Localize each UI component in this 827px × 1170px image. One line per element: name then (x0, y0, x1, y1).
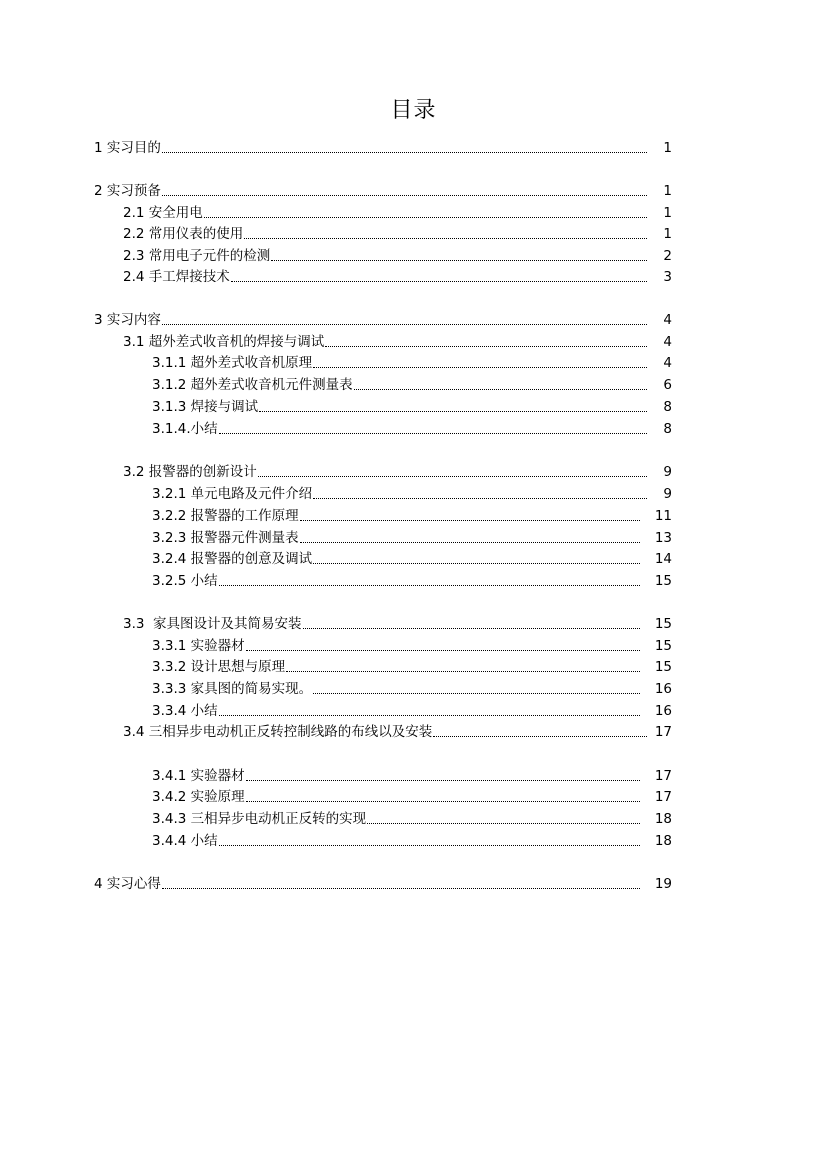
toc-entry-2-2[interactable] (123, 224, 647, 244)
toc-entry-label: 3.1.3 焊接与调试 (152, 399, 259, 415)
toc-entry-2[interactable] (94, 181, 647, 201)
toc-leader-dots (354, 375, 647, 395)
toc-leader-dots (313, 484, 647, 504)
toc-entry-page-number: 16 (654, 703, 672, 719)
toc-leader-dots (162, 181, 647, 201)
toc-entry-page-number: 1 (663, 140, 672, 156)
toc-leader-dots (300, 528, 640, 548)
toc-entry-3-3-2[interactable] (152, 657, 640, 677)
toc-entry-label: 2.4 手工焊接技术 (123, 269, 230, 285)
toc-entry-label: 3.4.2 实验原理 (152, 789, 245, 805)
toc-entry-label: 3.4 三相异步电动机正反转控制线路的布线以及安装 (123, 724, 433, 740)
toc-leader-dots (162, 138, 647, 158)
toc-leader-dots (258, 462, 647, 482)
toc-entry-1[interactable] (94, 138, 647, 158)
toc-entry-page-number: 18 (654, 811, 672, 827)
toc-entry-page-number: 9 (663, 464, 672, 480)
toc-entry-page-number: 8 (663, 399, 672, 415)
toc-leader-dots (246, 766, 640, 786)
toc-entry-label: 3.1.4.小结 (152, 421, 218, 437)
toc-entry-3-1-3[interactable] (152, 397, 647, 417)
toc-leader-dots (271, 246, 647, 266)
toc-leader-dots (259, 397, 647, 417)
toc-entry-label: 4 实习心得 (94, 876, 161, 892)
toc-entry-page-number: 15 (654, 638, 672, 654)
toc-leader-dots (162, 310, 647, 330)
toc-entry-page-number: 1 (663, 183, 672, 199)
toc-entry-3-2-5[interactable] (152, 571, 640, 591)
toc-entry-3-2-3[interactable] (152, 528, 640, 548)
toc-entry-page-number: 9 (663, 486, 672, 502)
toc-entry-4[interactable] (94, 874, 640, 894)
toc-entry-label: 1 实习目的 (94, 140, 161, 156)
toc-entry-page-number: 6 (663, 377, 672, 393)
toc-entry-page-number: 18 (654, 833, 672, 849)
toc-entry-label: 3.3.2 设计思想与原理 (152, 659, 286, 675)
toc-entry-label: 3 实习内容 (94, 312, 161, 328)
toc-entry-3-4-1[interactable] (152, 766, 640, 786)
toc-entry-3-1-4[interactable] (152, 419, 647, 439)
toc-entry-label: 3.3.4 小结 (152, 703, 218, 719)
toc-entry-label: 2.3 常用电子元件的检测 (123, 248, 271, 264)
toc-leader-dots (246, 636, 640, 656)
toc-entry-page-number: 11 (654, 508, 672, 524)
toc-entry-page-number: 1 (663, 205, 672, 221)
toc-entry-label: 3.3.3 家具图的简易实现。 (152, 681, 313, 697)
toc-entry-page-number: 17 (654, 724, 672, 740)
toc-entry-2-1[interactable] (123, 203, 647, 223)
toc-title: 目录 (390, 98, 437, 123)
toc-entry-label: 3.4.1 实验器材 (152, 768, 245, 784)
toc-entry-2-4[interactable] (123, 267, 647, 287)
toc-entry-3-4[interactable] (123, 722, 647, 742)
toc-leader-dots (313, 679, 640, 699)
toc-entry-page-number: 1 (663, 226, 672, 242)
toc-leader-dots (162, 874, 640, 894)
toc-entry-page-number: 13 (654, 530, 672, 546)
toc-entry-page-number: 3 (663, 269, 672, 285)
toc-leader-dots (367, 809, 640, 829)
toc-entry-3-2-1[interactable] (152, 484, 647, 504)
toc-entry-label: 3.2.5 小结 (152, 573, 218, 589)
toc-entry-label: 3.1.2 超外差式收音机元件测量表 (152, 377, 353, 393)
toc-leader-dots (286, 657, 640, 677)
toc-entry-label: 3.3 家具图设计及其简易安装 (123, 616, 302, 632)
toc-entry-3-1-2[interactable] (152, 375, 647, 395)
toc-leader-dots (219, 571, 640, 591)
toc-entry-3-1[interactable] (123, 332, 647, 352)
toc-leader-dots (325, 332, 647, 352)
toc-entry-page-number: 14 (654, 551, 672, 567)
toc-entry-3-3-1[interactable] (152, 636, 640, 656)
toc-leader-dots (219, 831, 640, 851)
toc-entry-3-3-3[interactable] (152, 679, 640, 699)
toc-entry-page-number: 15 (654, 659, 672, 675)
toc-leader-dots (219, 701, 640, 721)
toc-entry-label: 2.1 安全用电 (123, 205, 203, 221)
toc-entry-label: 2.2 常用仪表的使用 (123, 226, 244, 242)
toc-entry-page-number: 4 (663, 312, 672, 328)
toc-entry-3-3-4[interactable] (152, 701, 640, 721)
toc-entry-page-number: 4 (663, 355, 672, 371)
toc-entry-page-number: 8 (663, 421, 672, 437)
toc-leader-dots (231, 267, 647, 287)
toc-entry-label: 3.2.4 报警器的创意及调试 (152, 551, 313, 567)
toc-entry-3-3[interactable] (123, 614, 640, 634)
toc-entry-label: 3.2.3 报警器元件测量表 (152, 530, 299, 546)
toc-entry-page-number: 2 (663, 248, 672, 264)
toc-leader-dots (204, 203, 647, 223)
toc-entry-2-3[interactable] (123, 246, 647, 266)
toc-entry-3-2-2[interactable] (152, 506, 640, 526)
toc-leader-dots (313, 353, 647, 373)
toc-entry-label: 2 实习预备 (94, 183, 161, 199)
toc-leader-dots (219, 419, 647, 439)
toc-entry-page-number: 17 (654, 789, 672, 805)
toc-entry-page-number: 19 (654, 876, 672, 892)
toc-entry-page-number: 15 (654, 616, 672, 632)
toc-entry-label: 3.1.1 超外差式收音机原理 (152, 355, 313, 371)
toc-leader-dots (313, 549, 640, 569)
toc-leader-dots (300, 506, 640, 526)
toc-leader-dots (244, 224, 647, 244)
toc-leader-dots (303, 614, 640, 634)
toc-entry-3-2[interactable] (123, 462, 647, 482)
toc-leader-dots (433, 722, 647, 742)
toc-entry-page-number: 4 (663, 334, 672, 350)
toc-entry-3[interactable] (94, 310, 647, 330)
toc-entry-3-4-4[interactable] (152, 831, 640, 851)
toc-entry-page-number: 16 (654, 681, 672, 697)
toc-entry-label: 3.3.1 实验器材 (152, 638, 245, 654)
toc-entry-3-4-3[interactable] (152, 809, 640, 829)
toc-entry-3-4-2[interactable] (152, 787, 640, 807)
toc-entry-label: 3.1 超外差式收音机的焊接与调试 (123, 334, 325, 350)
toc-entry-label: 3.2.2 报警器的工作原理 (152, 508, 299, 524)
toc-entry-label: 3.2.1 单元电路及元件介绍 (152, 486, 313, 502)
toc-leader-dots (246, 787, 640, 807)
toc-entry-page-number: 15 (654, 573, 672, 589)
toc-entry-label: 3.2 报警器的创新设计 (123, 464, 257, 480)
toc-entry-3-1-1[interactable] (152, 353, 647, 373)
toc-entry-3-2-4[interactable] (152, 549, 640, 569)
toc-entry-label: 3.4.4 小结 (152, 833, 218, 849)
toc-entry-label: 3.4.3 三相异步电动机正反转的实现 (152, 811, 367, 827)
toc-entry-page-number: 17 (654, 768, 672, 784)
